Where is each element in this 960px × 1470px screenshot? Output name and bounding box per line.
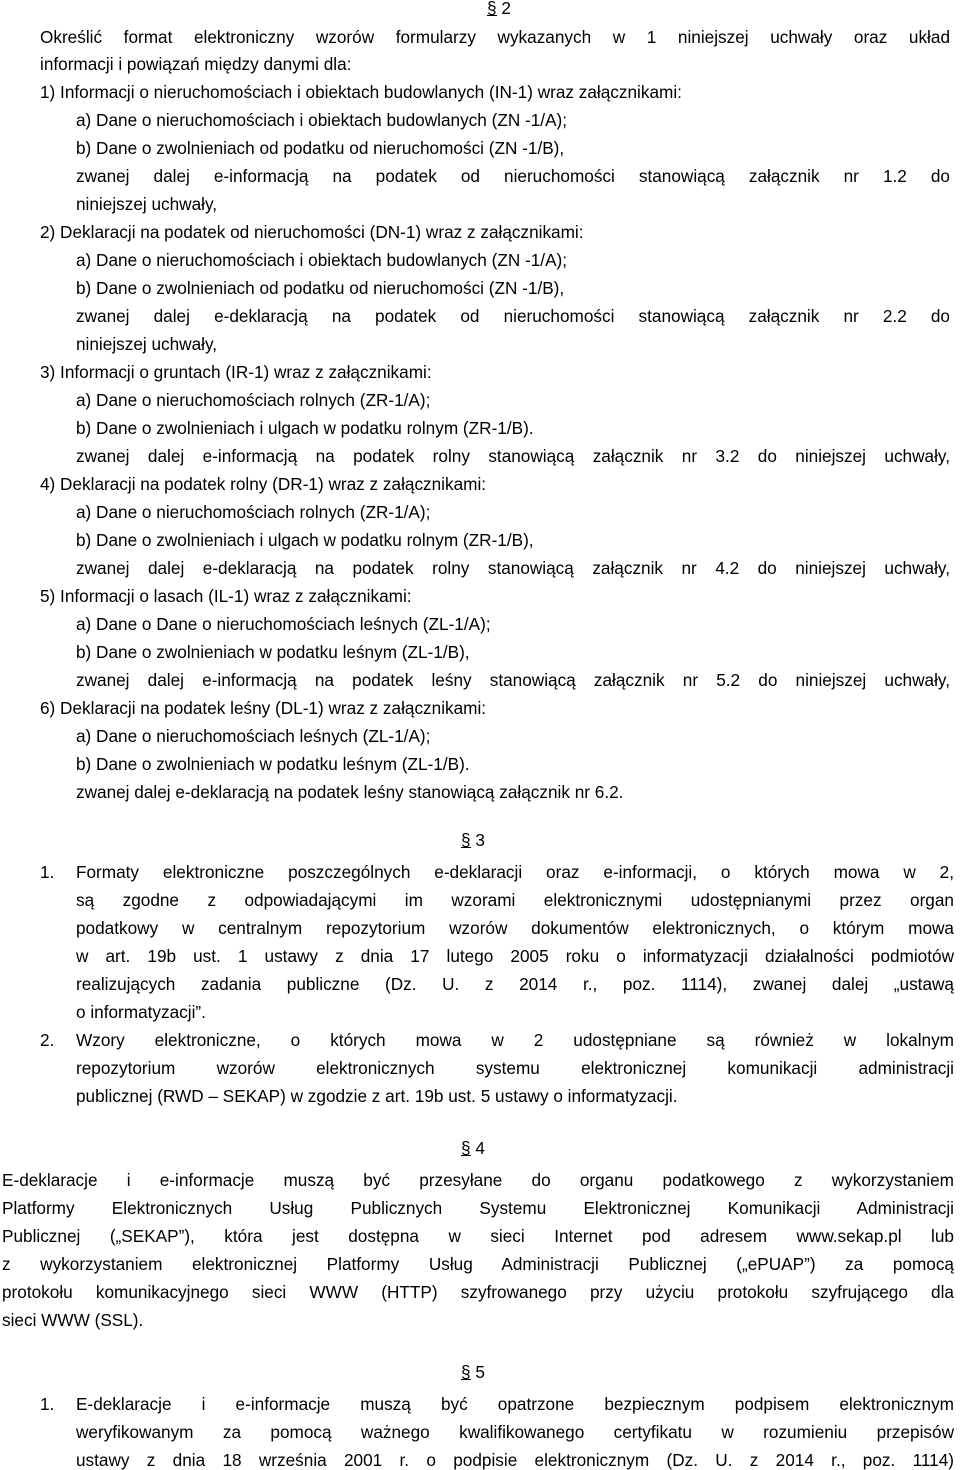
sec4-line-2: Platformy Elektronicznych Usług Publicznych Systemu Elektronicznej Komunikacji Administracji — [2, 1198, 954, 1218]
sec3-p2-line-3: publicznej (RWD – SEKAP) w zgodzie z art. 19b ust. 5 ustawy o informatyzacji. — [76, 1086, 678, 1106]
sec3-p2-line-1: Wzory elektroniczne, o których mowa w 2 udostępniane są również w lokalnym — [76, 1030, 954, 1050]
sec3-p1-number: 1. — [40, 862, 55, 882]
sec5-p1-line-2: weryfikowanym za pomocą ważnego kwalifikowanego certyfikatu w rozumieniu przepisów — [76, 1422, 954, 1442]
paragraph-sign: § — [487, 0, 497, 18]
sec5-p1-number: 1. — [40, 1394, 55, 1414]
sec2-item-6-note: zwanej dalej e-deklaracją na podatek leśny stanowiącą załącznik nr 6.2. — [76, 782, 624, 802]
sec2-item-2-note: zwanej dalej e-deklaracją na podatek od nieruchomości stanowiącą załącznik nr 2.2 do — [76, 306, 950, 326]
sec2-item-4b: b) Dane o zwolnieniach i ulgach w podatku rolnym (ZR-1/B), — [76, 530, 534, 550]
sec4-line-1: E-deklaracje i e-informacje muszą być przesyłane do organu podatkowego z wykorzystaniem — [2, 1170, 954, 1190]
sec2-item-1b: b) Dane o zwolnieniach od podatku od nieruchomości (ZN -1/B), — [76, 138, 565, 158]
section-number: 2 — [501, 0, 511, 18]
sec4-line-3: Publicznej („SEKAP”), która jest dostępna w sieci Internet pod adresem www.sekap.pl lub — [2, 1226, 954, 1246]
sec2-item-5-note: zwanej dalej e-informacją na podatek leśny stanowiącą załącznik nr 5.2 do niniejszej uchwały, — [76, 670, 950, 690]
sec2-item-3a: a) Dane o nieruchomościach rolnych (ZR-1/A); — [76, 390, 431, 410]
sec2-item-5: 5) Informacji o lasach (IL-1) wraz z załącznikami: — [40, 586, 412, 606]
sec2-item-5b: b) Dane o zwolnieniach w podatku leśnym (ZL-1/B), — [76, 642, 470, 662]
sec2-item-6b: b) Dane o zwolnieniach w podatku leśnym (ZL-1/B). — [76, 754, 470, 774]
sec2-item-2: 2) Deklaracji na podatek od nieruchomości (DN-1) wraz z załącznikami: — [40, 222, 584, 242]
sec3-p1-line-6: o informatyzacji”. — [76, 1002, 206, 1022]
sec4-line-4: z wykorzystaniem elektronicznej Platformy Usług Administracji Publicznej („ePUAP”) za pomocą — [2, 1254, 954, 1274]
sec2-item-3: 3) Informacji o gruntach (IR-1) wraz z załącznikami: — [40, 362, 432, 382]
sec2-item-5a: a) Dane o Dane o nieruchomościach leśnych (ZL-1/A); — [76, 614, 491, 634]
sec3-p1-line-3: podatkowy w centralnym repozytorium wzorów dokumentów elektronicznych, o którym mowa — [76, 918, 954, 938]
sec3-p1-line-1: Formaty elektroniczne poszczególnych e-deklaracji oraz e-informacji, o których mowa w 2, — [76, 862, 954, 882]
sec2-item-4a: a) Dane o nieruchomościach rolnych (ZR-1/A); — [76, 502, 431, 522]
sec5-p1-line-3: ustawy z dnia 18 września 2001 r. o podpisie elektronicznym (Dz. U. z 2014 r., poz. 1114) — [76, 1450, 954, 1470]
sec4-line-5: protokołu komunikacyjnego sieci WWW (HTTP) szyfrowanego przy użyciu protokołu szyfrującego dla — [2, 1282, 954, 1302]
sec3-p1-line-4: w art. 19b ust. 1 ustawy z dnia 17 lutego 2005 roku o informatyzacji działalności podmiotów — [76, 946, 954, 966]
sec3-p1-line-2: są zgodne z odpowiadającymi im wzorami elektronicznymi udostępnianymi przez organ — [76, 890, 954, 910]
sec5-p1-line-1: E-deklaracje i e-informacje muszą być opatrzone bezpiecznym podpisem elektronicznym — [76, 1394, 954, 1414]
sec2-item-3-note: zwanej dalej e-informacją na podatek rolny stanowiącą załącznik nr 3.2 do niniejszej uchwały, — [76, 446, 950, 466]
sec3-p1-line-5: realizujących zadania publiczne (Dz. U. z 2014 r., poz. 1114), zwanej dalej „ustawą — [76, 974, 954, 994]
section-number: 3 — [475, 830, 485, 850]
sec2-item-2b: b) Dane o zwolnieniach od podatku od nieruchomości (ZN -1/B), — [76, 278, 565, 298]
paragraph-sign: § — [461, 830, 471, 850]
sec2-intro-line-1: Określić format elektroniczny wzorów formularzy wykazanych w 1 niniejszej uchwały oraz układ — [40, 27, 950, 47]
sec2-item-1a: a) Dane o nieruchomościach i obiektach budowlanych (ZN -1/A); — [76, 110, 568, 130]
section-heading-2 — [487, 0, 511, 18]
sec4-line-6: sieci WWW (SSL). — [2, 1310, 144, 1330]
sec2-item-1-note: zwanej dalej e-informacją na podatek od nieruchomości stanowiącą załącznik nr 1.2 do — [76, 166, 950, 186]
sec2-intro-line-2: informacji i powiązań między danymi dla: — [40, 54, 352, 74]
section-heading-4 — [461, 1138, 485, 1158]
sec2-item-2a: a) Dane o nieruchomościach i obiektach budowlanych (ZN -1/A); — [76, 250, 568, 270]
sec2-item-3b: b) Dane o zwolnieniach i ulgach w podatku rolnym (ZR-1/B). — [76, 418, 534, 438]
section-heading-5 — [461, 1362, 485, 1382]
paragraph-sign: § — [461, 1362, 471, 1382]
sec2-item-6a: a) Dane o nieruchomościach leśnych (ZL-1/A); — [76, 726, 431, 746]
sec3-p2-number: 2. — [40, 1030, 55, 1050]
sec2-item-2-note-end: niniejszej uchwały, — [76, 334, 218, 354]
sec3-p2-line-2: repozytorium wzorów elektronicznych systemu elektronicznej komunikacji administracji — [76, 1058, 954, 1078]
sec2-item-6: 6) Deklaracji na podatek leśny (DL-1) wraz z załącznikami: — [40, 698, 487, 718]
sec2-item-1-note-end: niniejszej uchwały, — [76, 194, 218, 214]
sec2-item-1: 1) Informacji o nieruchomościach i obiektach budowlanych (IN-1) wraz załącznikami: — [40, 82, 682, 102]
section-number: 5 — [475, 1362, 485, 1382]
paragraph-sign: § — [461, 1138, 471, 1158]
section-heading-3 — [461, 830, 485, 850]
sec2-item-4: 4) Deklaracji na podatek rolny (DR-1) wraz z załącznikami: — [40, 474, 487, 494]
section-number: 4 — [475, 1138, 485, 1158]
sec2-item-4-note: zwanej dalej e-deklaracją na podatek rolny stanowiącą załącznik nr 4.2 do niniejszej uchwały, — [76, 558, 950, 578]
